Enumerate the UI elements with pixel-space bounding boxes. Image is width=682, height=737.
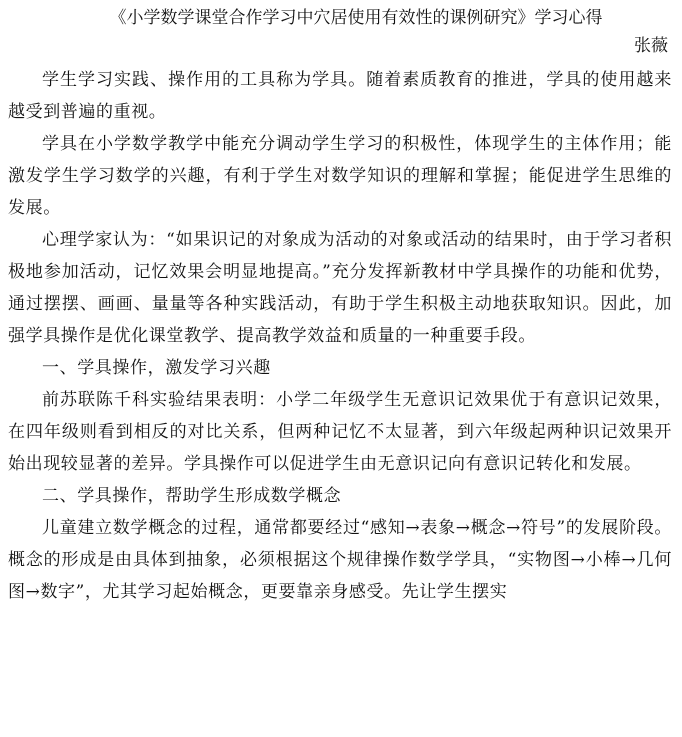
document-title: 《小学数学课堂合作学习中穴居使用有效性的课例研究》学习心得 (109, 8, 603, 28)
paragraph-role: 学具在小学数学教学中能充分调动学生学习的积极性，体现学生的主体作用；能激发学生学习数学的兴趣，有利于学生对数学知识的理解和掌握；能促进学生思维的发展。 (8, 134, 672, 218)
paragraph-concept: 儿童建立数学概念的过程，通常都要经过“感知→表象→概念→符号”的发展阶段。概念的形成是由具体到抽象，必须根据这个规律操作数学学具，“实物图→小棒→几何图→数字”，尤其学习起始概念，更要靠亲身感受。先让学生摆实 (8, 518, 672, 602)
paragraph-interest: 前苏联陈千科实验结果表明：小学二年级学生无意识记效果优于有意识记效果，在四年级则看到相反的对比关系，但两种记忆不太显著，到六年级起两种识记效果开始出现较显著的差异。学具操作可以促进学生由无意识记向有意识记转化和发展。 (8, 390, 672, 474)
document-author: 张薇 (634, 36, 668, 56)
section-heading-interest: 一、学具操作，激发学习兴趣 (42, 358, 271, 378)
paragraph-intro: 学生学习实践、操作用的工具称为学具。随着素质教育的推进，学具的使用越来越受到普遍的重视。 (8, 70, 672, 122)
section-heading-concept: 二、学具操作，帮助学生形成数学概念 (42, 486, 342, 506)
document-body (8, 64, 672, 608)
paragraph-psychology: 心理学家认为：“如果识记的对象成为活动的对象或活动的结果时，由于学习者积极地参加活动，记忆效果会明显地提高。”充分发挥新教材中学具操作的功能和优势，通过摆摆、画画、量量等各种实践活动，有助于学生积极主动地获取知识。因此，加强学具操作是优化课堂教学、提高教学效益和质量的一种重要手段。 (8, 230, 672, 346)
